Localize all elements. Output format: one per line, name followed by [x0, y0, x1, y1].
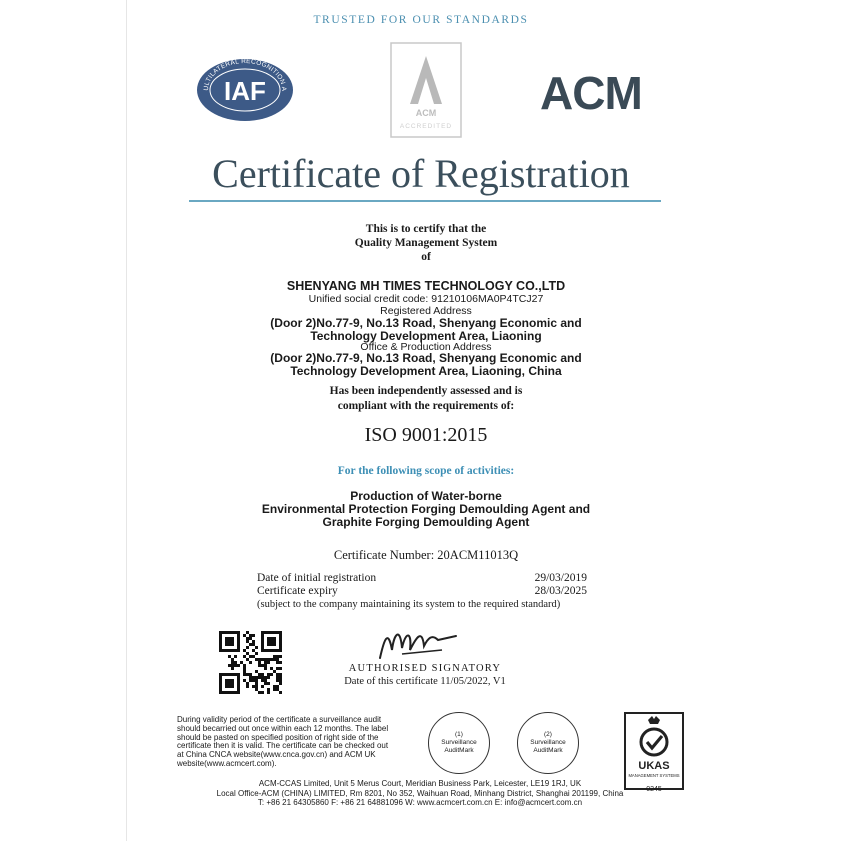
qr-module [252, 676, 255, 679]
iaf-label: IAF [224, 76, 266, 106]
qr-finder [225, 637, 234, 646]
qr-module [258, 676, 261, 679]
qr-finder [267, 637, 276, 646]
qr-module [261, 691, 264, 694]
qr-module [264, 679, 267, 682]
qr-module [273, 670, 276, 673]
qr-module [234, 655, 237, 658]
qr-module [246, 652, 249, 655]
iaf-logo [196, 58, 294, 122]
initial-registration-value: 29/03/2019 [534, 572, 587, 584]
qr-module [264, 661, 267, 664]
qr-module [249, 661, 252, 664]
scope-line-2: Environmental Protection Forging Demoulding Agent and [261, 502, 591, 516]
qr-module [264, 658, 267, 661]
iaf-ring-text: ULTILATERAL RECOGNITION A [202, 58, 288, 92]
qr-module [243, 667, 246, 670]
qr-module [276, 676, 279, 679]
office-address-line-2: Technology Development Area, Liaoning, China [290, 364, 562, 378]
office-address-line-1: (Door 2)No.77-9, No.13 Road, Shenyang Economic and [270, 351, 582, 365]
qr-module [267, 691, 270, 694]
qr-module [279, 676, 282, 679]
scope-line-1: Production of Water-borne [350, 489, 502, 503]
company-name: SHENYANG MH TIMES TECHNOLOGY CO.,LTD [286, 279, 566, 293]
dates-note: (subject to the company maintaining its system to the required standard) [257, 599, 561, 610]
qr-module [252, 634, 255, 637]
acm-logo: ACM [540, 67, 642, 119]
qr-module [249, 643, 252, 646]
qr-finder [225, 679, 234, 688]
qr-module [249, 673, 252, 676]
office-address-label: Office & Production Address [360, 341, 492, 353]
qr-module [276, 658, 279, 661]
qr-module [252, 649, 255, 652]
qr-module [264, 667, 267, 670]
intro-line-3: of [421, 251, 431, 263]
qr-module [243, 649, 246, 652]
qr-module [261, 685, 264, 688]
qr-module [240, 661, 243, 664]
qr-module [243, 670, 246, 673]
qr-module [237, 664, 240, 667]
qr-module [261, 658, 264, 661]
ukas-label: UKAS [638, 760, 670, 772]
qr-module [249, 634, 252, 637]
registered-address-label: Registered Address [380, 305, 472, 317]
scope-heading: For the following scope of activities: [337, 465, 515, 477]
qr-module [243, 664, 246, 667]
qr-module [249, 637, 252, 640]
qr-module [255, 685, 258, 688]
qr-module [261, 676, 264, 679]
qr-module [231, 667, 234, 670]
qr-module [231, 664, 234, 667]
qr-module [267, 658, 270, 661]
qr-module [252, 643, 255, 646]
qr-module [252, 655, 255, 658]
qr-module [231, 658, 234, 661]
footer-line-1: ACM-CCAS Limited, Unit 5 Merus Court, Meridian Business Park, Leicester, LE19 1RJ, UK [258, 779, 582, 788]
qr-module [249, 655, 252, 658]
credit-code: Unified social credit code: 91210106MA0P4TCJ27 [308, 293, 544, 305]
qr-module [276, 673, 279, 676]
qr-module [258, 658, 261, 661]
qr-module [243, 679, 246, 682]
qr-module [243, 634, 246, 637]
qr-module [261, 664, 264, 667]
qr-module [255, 646, 258, 649]
qr-module [258, 691, 261, 694]
qr-module [261, 673, 264, 676]
qr-module [246, 685, 249, 688]
qr-module [255, 658, 258, 661]
signature [372, 620, 462, 666]
qr-module [255, 679, 258, 682]
sheet-edge [126, 0, 127, 841]
ukas-number: 0245 [646, 786, 662, 793]
qr-module [276, 661, 279, 664]
qr-module [273, 655, 276, 658]
qr-module [249, 676, 252, 679]
intro-line-2: Quality Management System [354, 237, 498, 249]
audit-mark-1-label: Surveillance AuditMark [441, 739, 477, 754]
qr-module [267, 688, 270, 691]
qr-module [255, 682, 258, 685]
qr-module [258, 664, 261, 667]
ukas-sub: MANAGEMENT SYSTEMS [628, 773, 680, 778]
authorised-signatory-label: AUTHORISED SIGNATORY [348, 663, 502, 674]
qr-module [267, 673, 270, 676]
registered-address-line-1: (Door 2)No.77-9, No.13 Road, Shenyang Economic and [270, 316, 582, 330]
qr-module [279, 655, 282, 658]
qr-module [264, 682, 267, 685]
audit-mark-1-number: (1) [455, 731, 463, 738]
qr-module [273, 685, 276, 688]
qr-module [255, 652, 258, 655]
qr-module [252, 685, 255, 688]
qr-module [276, 679, 279, 682]
surveillance-audit-mark-1 [428, 712, 490, 774]
certificate-number: Certificate Number: 20ACM11013Q [333, 548, 519, 562]
qr-module [246, 631, 249, 634]
qr-module [273, 688, 276, 691]
qr-module [246, 673, 249, 676]
qr-module [279, 661, 282, 664]
trusted-tagline: TRUSTED FOR OUR STANDARDS [313, 14, 529, 26]
acm-mark-label: ACM [415, 108, 437, 118]
expiry-row [257, 585, 587, 598]
acm-accredited-mark [390, 42, 462, 138]
footer-line-2: Local Office-ACM (CHINA) LIMITED, Rm 8201, No 352, Waihuan Road, Minhang District, Shanghai 201199, China [216, 788, 624, 798]
qr-module [270, 667, 273, 670]
qr-module [246, 658, 249, 661]
registered-address-line-2: Technology Development Area, Liaoning [310, 329, 542, 343]
iso-standard: ISO 9001:2015 [364, 424, 488, 446]
qr-module [252, 679, 255, 682]
certificate-date: Date of this certificate 11/05/2022, V1 [344, 676, 506, 687]
qr-code [219, 631, 282, 694]
qr-module [252, 640, 255, 643]
qr-module [270, 658, 273, 661]
assessed-line-2: compliant with the requirements of: [337, 400, 515, 412]
qr-module [246, 682, 249, 685]
qr-module [267, 682, 270, 685]
qr-module [279, 682, 282, 685]
audit-mark-2-label: Surveillance AuditMark [530, 739, 566, 754]
qr-module [276, 667, 279, 670]
footer-line-3: T: +86 21 64305860 F: +86 21 64881096 W: www.acmcert.com.cn E: info@acmcert.com.cn [257, 798, 583, 807]
intro-line-1: This is to certify that the [365, 223, 487, 235]
qr-module [255, 688, 258, 691]
qr-module [279, 667, 282, 670]
initial-registration-label: Date of initial registration [257, 572, 377, 584]
initial-registration-row [257, 572, 587, 585]
qr-module [243, 673, 246, 676]
qr-module [279, 691, 282, 694]
qr-module [276, 688, 279, 691]
validity-note: During validity period of the certificate a surveillance audit should becarried out once within each 12 months. The label should be pasted on specified position of right side of the certificate then it is valid. The certificate can be checked out at China CNCA website(www.cnca.gov.cn) and ACM UK website(www.acmcert.com). [177, 715, 389, 768]
qr-module [249, 679, 252, 682]
audit-mark-2-number: (2) [544, 731, 552, 738]
qr-module [273, 658, 276, 661]
qr-module [279, 679, 282, 682]
qr-module [246, 637, 249, 640]
qr-module [276, 655, 279, 658]
assessed-line-1: Has been independently assessed and is [329, 385, 523, 397]
qr-module [264, 664, 267, 667]
qr-module [261, 679, 264, 682]
qr-module [234, 661, 237, 664]
qr-module [234, 664, 237, 667]
acm-mark-sub: ACCREDITED [399, 123, 453, 130]
expiry-label: Certificate expiry [257, 585, 338, 597]
qr-module [267, 661, 270, 664]
qr-module [246, 646, 249, 649]
qr-module [243, 655, 246, 658]
qr-module [279, 673, 282, 676]
footer [150, 779, 690, 808]
registration-dates [257, 572, 587, 611]
qr-module [267, 676, 270, 679]
qr-module [276, 685, 279, 688]
qr-module [228, 655, 231, 658]
qr-module [258, 673, 261, 676]
qr-module [264, 676, 267, 679]
qr-module [270, 673, 273, 676]
expiry-value: 28/03/2025 [534, 585, 587, 597]
qr-module [246, 640, 249, 643]
qr-module [228, 664, 231, 667]
scope-line-3: Graphite Forging Demoulding Agent [322, 515, 530, 529]
certificate-title: Certificate of Registration [212, 151, 630, 196]
qr-module [255, 676, 258, 679]
title-underline [189, 200, 661, 202]
surveillance-audit-mark-2 [517, 712, 579, 774]
qr-module [255, 670, 258, 673]
qr-module [231, 661, 234, 664]
qr-module [258, 661, 261, 664]
